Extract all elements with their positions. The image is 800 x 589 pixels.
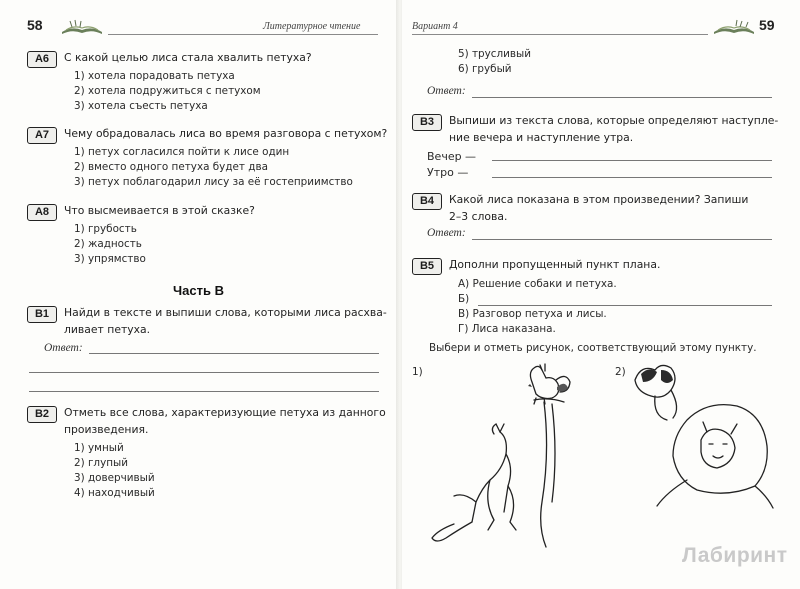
question-a8: Что высмеивается в этой сказке? — [64, 204, 255, 217]
instruction: Выбери и отметь рисунок, соответствующий этому пункту. — [429, 342, 757, 354]
option-b2-2[interactable]: 2) глупый — [74, 457, 128, 469]
picture-fox-in-hollow[interactable] — [627, 360, 777, 510]
watermark: Лабиринт — [682, 544, 788, 567]
question-a7: Чему обрадовалась лиса во время разговора с петухом? — [64, 127, 388, 140]
option-b2-1[interactable]: 1) умный — [74, 442, 124, 454]
answer-label: Ответ: — [427, 85, 466, 97]
option-b2-3[interactable]: 3) доверчивый — [74, 472, 155, 484]
option-b2-4[interactable]: 4) находчивый — [74, 487, 155, 499]
question-badge-b3: В3 — [412, 114, 442, 131]
running-head: Литературное чтение — [263, 21, 361, 32]
option-a8-3[interactable]: 3) упрямство — [74, 253, 146, 265]
answer-line[interactable] — [29, 391, 379, 392]
option-a7-2[interactable]: 2) вместо одного петуха будет два — [74, 161, 268, 173]
question-badge-b4: В4 — [412, 193, 442, 210]
question-b3-line2: ние вечера и наступление утра. — [449, 131, 634, 144]
answer-line-morning[interactable] — [492, 177, 772, 178]
evening-label: Вечер — — [427, 150, 477, 163]
question-a6: С какой целью лиса стала хвалить петуха? — [64, 51, 312, 64]
option-a6-2[interactable]: 2) хотела подружиться с петухом — [74, 85, 261, 97]
question-badge-a8: А8 — [27, 204, 57, 221]
option-a8-2[interactable]: 2) жадность — [74, 238, 142, 250]
open-book-icon — [710, 19, 758, 35]
question-b2-line1: Отметь все слова, характеризующие петуха из данного — [64, 406, 386, 419]
option-b2-5[interactable]: 5) трусливый — [458, 48, 531, 60]
plan-item-v: В) Разговор петуха и лисы. — [458, 308, 607, 320]
plan-item-b: Б) — [458, 293, 470, 305]
option-a7-3[interactable]: 3) петух поблагодарил лису за её гостеприимство — [74, 176, 353, 188]
answer-line[interactable] — [29, 372, 379, 373]
section-title: Часть В — [173, 283, 224, 298]
open-book-icon — [58, 19, 106, 35]
question-b1-line1: Найди в тексте и выпиши слова, которыми лиса расхва- — [64, 306, 387, 319]
answer-line-evening[interactable] — [492, 160, 772, 161]
question-b2-line2: произведения. — [64, 423, 149, 436]
question-badge-a7: А7 — [27, 127, 57, 144]
option-a7-1[interactable]: 1) петух согласился пойти к лисе один — [74, 146, 290, 158]
question-badge-b1: В1 — [27, 306, 57, 323]
option-a6-1[interactable]: 1) хотела порадовать петуха — [74, 70, 235, 82]
answer-line[interactable] — [89, 353, 379, 354]
plan-answer-line[interactable] — [478, 305, 772, 306]
page-number: 59 — [759, 17, 775, 33]
question-b3-line1: Выпиши из текста слова, которые определяют наступле- — [449, 114, 779, 127]
plan-item-g: Г) Лиса наказана. — [458, 323, 556, 335]
question-b1-line2: ливает петуха. — [64, 323, 151, 336]
picture-label-2: 2) — [615, 366, 626, 378]
right-page — [402, 0, 800, 589]
picture-label-1: 1) — [412, 366, 423, 378]
header-rule — [108, 34, 378, 35]
option-a6-3[interactable]: 3) хотела съесть петуха — [74, 100, 208, 112]
header-rule — [412, 34, 708, 35]
plan-item-a: А) Решение собаки и петуха. — [458, 278, 617, 290]
answer-label: Ответ: — [44, 342, 83, 354]
morning-label: Утро — — [427, 166, 469, 179]
question-b4-line1: Какой лиса показана в этом произведении? Запиши — [449, 193, 749, 206]
answer-line[interactable] — [472, 97, 772, 98]
question-badge-b2: В2 — [27, 406, 57, 423]
picture-fox-and-rooster[interactable] — [424, 362, 594, 557]
left-page — [0, 0, 398, 589]
option-b2-6[interactable]: 6) грубый — [458, 63, 512, 75]
page-number: 58 — [27, 17, 43, 33]
answer-line[interactable] — [472, 239, 772, 240]
question-b5: Дополни пропущенный пункт плана. — [449, 258, 661, 271]
running-head: Вариант 4 — [412, 21, 458, 32]
answer-label: Ответ: — [427, 227, 466, 239]
question-b4-line2: 2–3 слова. — [449, 210, 508, 223]
option-a8-1[interactable]: 1) грубость — [74, 223, 137, 235]
question-badge-b5: В5 — [412, 258, 442, 275]
question-badge-a6: А6 — [27, 51, 57, 68]
